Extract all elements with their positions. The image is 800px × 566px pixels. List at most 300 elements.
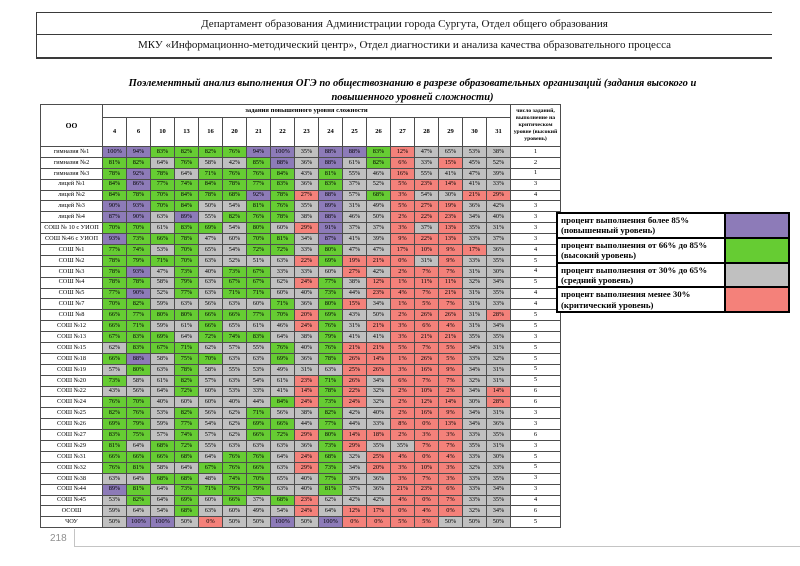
- legend-item: [557, 263, 789, 288]
- task-percent-cell: 78%: [271, 212, 295, 223]
- task-percent-cell: 35%: [295, 201, 319, 212]
- task-percent-cell: 72%: [175, 441, 199, 452]
- task-percent-cell: 86%: [127, 179, 151, 190]
- school-name: гимназия №3: [41, 168, 103, 179]
- task-percent-cell: 74%: [127, 245, 151, 256]
- task-percent-cell: 31%: [295, 364, 319, 375]
- school-name: СОШ №20: [41, 375, 103, 386]
- task-percent-cell: 76%: [103, 397, 127, 408]
- task-percent-cell: 60%: [175, 397, 199, 408]
- task-percent-cell: 34%: [487, 321, 511, 332]
- task-percent-cell: 63%: [199, 506, 223, 517]
- task-percent-cell: 54%: [247, 375, 271, 386]
- task-percent-cell: 34%: [487, 277, 511, 288]
- school-name: СОШ №15: [41, 343, 103, 354]
- task-percent-cell: 88%: [319, 157, 343, 168]
- table-row: [41, 299, 561, 310]
- task-percent-cell: 73%: [319, 397, 343, 408]
- task-percent-cell: 7%: [415, 288, 439, 299]
- task-percent-cell: 57%: [151, 430, 175, 441]
- task-percent-cell: 81%: [271, 234, 295, 245]
- task-percent-cell: 0%: [415, 495, 439, 506]
- critical-count-cell: 3: [511, 212, 561, 223]
- task-percent-cell: 84%: [175, 201, 199, 212]
- task-percent-cell: 83%: [367, 147, 391, 158]
- task-percent-cell: 61%: [247, 321, 271, 332]
- task-percent-cell: 76%: [319, 321, 343, 332]
- task-percent-cell: 84%: [271, 397, 295, 408]
- task-percent-cell: 37%: [415, 223, 439, 234]
- critical-count-cell: 3: [511, 223, 561, 234]
- task-percent-cell: 47%: [151, 266, 175, 277]
- task-percent-cell: 88%: [343, 147, 367, 158]
- task-percent-cell: 83%: [103, 430, 127, 441]
- task-percent-cell: 2%: [391, 212, 415, 223]
- task-percent-cell: 40%: [151, 397, 175, 408]
- task-percent-cell: 26%: [415, 353, 439, 364]
- task-percent-cell: 74%: [175, 179, 199, 190]
- task-percent-cell: 36%: [367, 473, 391, 484]
- school-name: СОШ №38: [41, 473, 103, 484]
- task-percent-cell: 76%: [223, 451, 247, 462]
- task-percent-cell: 38%: [295, 212, 319, 223]
- task-percent-cell: 33%: [295, 266, 319, 277]
- task-percent-cell: 58%: [151, 277, 175, 288]
- school-name: СОШ №12: [41, 321, 103, 332]
- school-name: СОШ №2: [41, 255, 103, 266]
- school-name: СОШ №1: [41, 245, 103, 256]
- critical-count-cell: 3: [511, 419, 561, 430]
- task-number-header: 24: [319, 118, 343, 147]
- task-percent-cell: 76%: [127, 408, 151, 419]
- task-percent-cell: 79%: [223, 484, 247, 495]
- task-percent-cell: 44%: [343, 288, 367, 299]
- task-percent-cell: 60%: [199, 386, 223, 397]
- task-percent-cell: 48%: [199, 473, 223, 484]
- task-percent-cell: 24%: [295, 506, 319, 517]
- legend-item: [557, 213, 789, 238]
- task-percent-cell: 44%: [295, 419, 319, 430]
- task-percent-cell: 35%: [463, 441, 487, 452]
- table-row: [41, 157, 561, 168]
- task-percent-cell: 23%: [439, 212, 463, 223]
- critical-count-cell: 4: [511, 288, 561, 299]
- table-row: [41, 451, 561, 462]
- task-percent-cell: 56%: [271, 408, 295, 419]
- table-row: [41, 343, 561, 354]
- task-percent-cell: 30%: [343, 473, 367, 484]
- task-percent-cell: 43%: [103, 386, 127, 397]
- task-percent-cell: 4%: [391, 451, 415, 462]
- task-percent-cell: 40%: [487, 212, 511, 223]
- task-percent-cell: 67%: [199, 462, 223, 473]
- task-percent-cell: 64%: [199, 451, 223, 462]
- task-percent-cell: 88%: [127, 353, 151, 364]
- task-percent-cell: 55%: [223, 364, 247, 375]
- table-row: [41, 168, 561, 179]
- table-row: [41, 266, 561, 277]
- task-percent-cell: 66%: [151, 234, 175, 245]
- task-percent-cell: 78%: [271, 190, 295, 201]
- task-percent-cell: 26%: [343, 375, 367, 386]
- task-percent-cell: 55%: [199, 441, 223, 452]
- task-percent-cell: 88%: [271, 157, 295, 168]
- task-percent-cell: 80%: [175, 310, 199, 321]
- school-name: СОШ №26: [41, 419, 103, 430]
- task-percent-cell: 46%: [367, 168, 391, 179]
- task-percent-cell: 39%: [367, 234, 391, 245]
- task-percent-cell: 22%: [295, 255, 319, 266]
- task-percent-cell: 32%: [463, 277, 487, 288]
- task-percent-cell: 73%: [319, 462, 343, 473]
- task-percent-cell: 100%: [271, 517, 295, 528]
- task-percent-cell: 0%: [391, 506, 415, 517]
- task-percent-cell: 14%: [439, 397, 463, 408]
- school-name: СОШ №44: [41, 484, 103, 495]
- task-percent-cell: 69%: [247, 419, 271, 430]
- task-percent-cell: 80%: [319, 245, 343, 256]
- task-percent-cell: 4%: [391, 288, 415, 299]
- task-percent-cell: 40%: [367, 408, 391, 419]
- task-percent-cell: 92%: [127, 168, 151, 179]
- task-percent-cell: 33%: [295, 245, 319, 256]
- task-percent-cell: 84%: [199, 179, 223, 190]
- task-percent-cell: 35%: [487, 430, 511, 441]
- task-percent-cell: 50%: [367, 212, 391, 223]
- task-percent-cell: 14%: [343, 430, 367, 441]
- task-percent-cell: 3%: [391, 190, 415, 201]
- task-percent-cell: 89%: [319, 201, 343, 212]
- school-name: ОСОШ: [41, 506, 103, 517]
- task-percent-cell: 63%: [223, 441, 247, 452]
- task-percent-cell: 70%: [175, 255, 199, 266]
- task-percent-cell: 31%: [463, 321, 487, 332]
- school-name: СОШ №22: [41, 386, 103, 397]
- task-percent-cell: 78%: [127, 277, 151, 288]
- task-percent-cell: 37%: [343, 179, 367, 190]
- task-percent-cell: 72%: [271, 245, 295, 256]
- task-percent-cell: 83%: [175, 223, 199, 234]
- task-percent-cell: 33%: [367, 419, 391, 430]
- task-percent-cell: 30%: [439, 190, 463, 201]
- task-percent-cell: 50%: [103, 517, 127, 528]
- table-row: [41, 255, 561, 266]
- task-percent-cell: 3%: [391, 473, 415, 484]
- task-percent-cell: 64%: [319, 506, 343, 517]
- task-percent-cell: 94%: [247, 147, 271, 158]
- table-row: [41, 179, 561, 190]
- table-row: [41, 495, 561, 506]
- task-percent-cell: 17%: [391, 245, 415, 256]
- task-percent-cell: 63%: [319, 364, 343, 375]
- table-row: [41, 419, 561, 430]
- task-percent-cell: 33%: [415, 157, 439, 168]
- task-percent-cell: 62%: [319, 495, 343, 506]
- task-percent-cell: 2%: [391, 430, 415, 441]
- task-percent-cell: 53%: [247, 364, 271, 375]
- task-percent-cell: 36%: [487, 419, 511, 430]
- critical-count-cell: 6: [511, 397, 561, 408]
- task-percent-cell: 49%: [271, 364, 295, 375]
- task-percent-cell: 87%: [319, 234, 343, 245]
- table-row: [41, 473, 561, 484]
- task-percent-cell: 52%: [367, 179, 391, 190]
- footer-divider-horizontal: [74, 546, 800, 547]
- task-percent-cell: 59%: [151, 419, 175, 430]
- task-percent-cell: 33%: [463, 495, 487, 506]
- task-percent-cell: 54%: [223, 245, 247, 256]
- task-percent-cell: 90%: [127, 212, 151, 223]
- task-percent-cell: 22%: [415, 212, 439, 223]
- task-percent-cell: 64%: [127, 506, 151, 517]
- legend-color-swatch: [725, 287, 789, 312]
- task-percent-cell: 31%: [343, 201, 367, 212]
- task-percent-cell: 35%: [295, 147, 319, 158]
- task-percent-cell: 77%: [151, 179, 175, 190]
- task-percent-cell: 37%: [247, 495, 271, 506]
- task-percent-cell: 14%: [487, 386, 511, 397]
- task-percent-cell: 76%: [223, 462, 247, 473]
- task-percent-cell: 75%: [127, 430, 151, 441]
- task-percent-cell: 78%: [199, 190, 223, 201]
- critical-count-cell: 5: [511, 321, 561, 332]
- task-percent-cell: 73%: [175, 266, 199, 277]
- task-percent-cell: 40%: [199, 266, 223, 277]
- task-percent-cell: 50%: [439, 517, 463, 528]
- table-row: [41, 408, 561, 419]
- task-percent-cell: 62%: [223, 419, 247, 430]
- task-percent-cell: 68%: [319, 451, 343, 462]
- critical-count-cell: 6: [511, 506, 561, 517]
- task-percent-cell: 16%: [415, 364, 439, 375]
- task-percent-cell: 23%: [367, 288, 391, 299]
- critical-count-cell: 1: [511, 168, 561, 179]
- task-percent-cell: 5%: [415, 517, 439, 528]
- task-percent-cell: 60%: [271, 288, 295, 299]
- task-percent-cell: 82%: [175, 408, 199, 419]
- task-percent-cell: 1%: [391, 299, 415, 310]
- table-row: [41, 462, 561, 473]
- task-percent-cell: 70%: [199, 353, 223, 364]
- task-percent-cell: 83%: [127, 332, 151, 343]
- task-percent-cell: 66%: [199, 321, 223, 332]
- task-percent-cell: 33%: [463, 484, 487, 495]
- task-percent-cell: 88%: [319, 147, 343, 158]
- task-percent-cell: 69%: [103, 419, 127, 430]
- task-percent-cell: 56%: [199, 408, 223, 419]
- critical-count-cell: 5: [511, 277, 561, 288]
- task-percent-cell: 3%: [391, 332, 415, 343]
- task-number-header: 25: [343, 118, 367, 147]
- task-percent-cell: 71%: [247, 408, 271, 419]
- task-percent-cell: 34%: [463, 212, 487, 223]
- task-percent-cell: 53%: [151, 408, 175, 419]
- task-percent-cell: 53%: [103, 495, 127, 506]
- task-percent-cell: 7%: [439, 495, 463, 506]
- task-percent-cell: 2%: [391, 408, 415, 419]
- task-percent-cell: 7%: [415, 375, 439, 386]
- task-percent-cell: 33%: [463, 451, 487, 462]
- task-percent-cell: 76%: [223, 147, 247, 158]
- task-percent-cell: 0%: [367, 517, 391, 528]
- task-percent-cell: 5%: [391, 343, 415, 354]
- task-percent-cell: 31%: [487, 375, 511, 386]
- task-percent-cell: 36%: [295, 179, 319, 190]
- task-percent-cell: 21%: [463, 190, 487, 201]
- task-percent-cell: 66%: [103, 353, 127, 364]
- task-percent-cell: 74%: [223, 473, 247, 484]
- task-percent-cell: 3%: [391, 223, 415, 234]
- table-body: [41, 147, 561, 528]
- task-percent-cell: 50%: [247, 517, 271, 528]
- task-percent-cell: 35%: [367, 441, 391, 452]
- task-percent-cell: 78%: [223, 179, 247, 190]
- task-percent-cell: 70%: [247, 234, 271, 245]
- task-percent-cell: 76%: [319, 343, 343, 354]
- task-percent-cell: 31%: [487, 223, 511, 234]
- corner-header-oo: ОО: [41, 105, 103, 147]
- task-percent-cell: 74%: [223, 332, 247, 343]
- task-percent-cell: 81%: [247, 201, 271, 212]
- task-percent-cell: 9%: [439, 364, 463, 375]
- task-percent-cell: 29%: [295, 462, 319, 473]
- task-percent-cell: 55%: [343, 168, 367, 179]
- task-percent-cell: 30%: [463, 397, 487, 408]
- task-percent-cell: 32%: [487, 353, 511, 364]
- task-percent-cell: 7%: [415, 441, 439, 452]
- task-percent-cell: 76%: [247, 451, 271, 462]
- task-percent-cell: 62%: [103, 343, 127, 354]
- task-percent-cell: 7%: [439, 299, 463, 310]
- table-row: [41, 277, 561, 288]
- task-percent-cell: 4%: [439, 321, 463, 332]
- task-percent-cell: 60%: [223, 234, 247, 245]
- school-name: СОШ №4: [41, 277, 103, 288]
- table-head: [41, 105, 561, 147]
- task-percent-cell: 27%: [415, 201, 439, 212]
- task-percent-cell: 71%: [247, 288, 271, 299]
- task-number-header: 6: [127, 118, 151, 147]
- task-percent-cell: 42%: [223, 157, 247, 168]
- task-percent-cell: 76%: [247, 168, 271, 179]
- task-percent-cell: 69%: [319, 255, 343, 266]
- task-number-header: 29: [439, 118, 463, 147]
- task-percent-cell: 50%: [463, 517, 487, 528]
- task-percent-cell: 44%: [343, 419, 367, 430]
- task-percent-cell: 9%: [439, 408, 463, 419]
- task-percent-cell: 60%: [271, 223, 295, 234]
- task-percent-cell: 90%: [103, 201, 127, 212]
- task-percent-cell: 34%: [487, 484, 511, 495]
- task-percent-cell: 66%: [103, 310, 127, 321]
- task-percent-cell: 66%: [103, 451, 127, 462]
- task-percent-cell: 43%: [295, 168, 319, 179]
- task-percent-cell: 33%: [487, 179, 511, 190]
- task-percent-cell: 38%: [295, 332, 319, 343]
- task-percent-cell: 100%: [127, 517, 151, 528]
- task-percent-cell: 63%: [223, 375, 247, 386]
- task-percent-cell: 19%: [343, 255, 367, 266]
- task-percent-cell: 65%: [439, 147, 463, 158]
- letterhead: [36, 12, 772, 59]
- table-row: [41, 332, 561, 343]
- task-percent-cell: 58%: [151, 353, 175, 364]
- task-percent-cell: 19%: [439, 201, 463, 212]
- task-percent-cell: 83%: [151, 147, 175, 158]
- task-percent-cell: 4%: [391, 495, 415, 506]
- task-percent-cell: 33%: [487, 299, 511, 310]
- school-name: СОШ №3: [41, 266, 103, 277]
- task-percent-cell: 49%: [367, 201, 391, 212]
- task-percent-cell: 7%: [439, 375, 463, 386]
- task-percent-cell: 47%: [199, 234, 223, 245]
- task-percent-cell: 17%: [367, 506, 391, 517]
- critical-count-cell: 3: [511, 441, 561, 452]
- task-percent-cell: 21%: [367, 321, 391, 332]
- task-percent-cell: 56%: [127, 386, 151, 397]
- task-percent-cell: 77%: [103, 288, 127, 299]
- school-name: СОШ №7: [41, 299, 103, 310]
- task-percent-cell: 22%: [415, 234, 439, 245]
- task-percent-cell: 70%: [151, 190, 175, 201]
- task-percent-cell: 80%: [319, 430, 343, 441]
- task-number-header: 21: [247, 118, 271, 147]
- task-percent-cell: 46%: [271, 321, 295, 332]
- task-number-header: 30: [463, 118, 487, 147]
- task-percent-cell: 26%: [439, 310, 463, 321]
- task-percent-cell: 33%: [463, 473, 487, 484]
- table-row: [41, 212, 561, 223]
- task-number-header: 20: [223, 118, 247, 147]
- table-row: [41, 201, 561, 212]
- critical-count-cell: 2: [511, 157, 561, 168]
- task-percent-cell: 77%: [319, 277, 343, 288]
- task-percent-cell: 5%: [391, 517, 415, 528]
- task-percent-cell: 47%: [343, 245, 367, 256]
- task-percent-cell: 42%: [343, 495, 367, 506]
- task-percent-cell: 36%: [295, 299, 319, 310]
- legend-item-label: процент выполнения от 30% до 65% (средний уровень): [557, 263, 725, 288]
- critical-count-header: число заданий, выполнение на критическом уровне (высокий уровень): [511, 105, 561, 147]
- task-percent-cell: 13%: [439, 419, 463, 430]
- task-percent-cell: 91%: [319, 223, 343, 234]
- critical-count-cell: 5: [511, 364, 561, 375]
- school-name: СОШ №46 с УИОП: [41, 234, 103, 245]
- task-percent-cell: 78%: [103, 255, 127, 266]
- task-percent-cell: 84%: [175, 190, 199, 201]
- task-percent-cell: 77%: [247, 310, 271, 321]
- task-percent-cell: 71%: [199, 484, 223, 495]
- task-percent-cell: 52%: [223, 255, 247, 266]
- task-percent-cell: 63%: [247, 353, 271, 364]
- task-percent-cell: 3%: [439, 462, 463, 473]
- task-percent-cell: 6%: [391, 375, 415, 386]
- task-percent-cell: 0%: [439, 506, 463, 517]
- task-percent-cell: 26%: [343, 353, 367, 364]
- task-percent-cell: 49%: [247, 506, 271, 517]
- task-percent-cell: 69%: [271, 353, 295, 364]
- task-percent-cell: 79%: [247, 484, 271, 495]
- task-percent-cell: 61%: [175, 321, 199, 332]
- task-percent-cell: 7%: [439, 266, 463, 277]
- legend-item: [557, 287, 789, 312]
- task-percent-cell: 10%: [415, 245, 439, 256]
- task-percent-cell: 81%: [127, 484, 151, 495]
- task-percent-cell: 21%: [367, 343, 391, 354]
- task-percent-cell: 36%: [295, 353, 319, 364]
- task-percent-cell: 45%: [463, 157, 487, 168]
- critical-count-cell: 5: [511, 375, 561, 386]
